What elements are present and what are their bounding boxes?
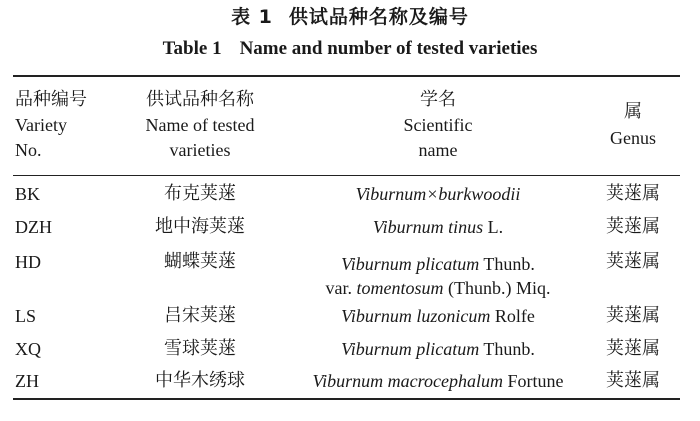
row-bk-no: BK (15, 184, 41, 204)
row-hd-name: 蝴蝶荚蒾 (164, 251, 236, 272)
row-dzh-genus: 荚蒾属 (606, 216, 660, 237)
row-ls-name: 吕宋荚蒾 (164, 305, 236, 326)
row-dzh-scientific (282, 216, 594, 238)
header-variety-name-cn: 供试品种名称 (146, 89, 254, 110)
table-top-rule (13, 75, 680, 77)
caption-chinese-number: 表 1 (231, 6, 273, 28)
row-hd-variety-authority: (Thunb.) Miq. (448, 278, 551, 298)
row-hd-variety-epithet: tomentosum (356, 278, 444, 298)
row-bk-genus: 荚蒾属 (606, 183, 660, 204)
row-dzh-species: Viburnum tinus (372, 217, 484, 237)
row-ls-species: Viburnum luzonicum (341, 306, 491, 326)
header-variety-no-en-2: No. (15, 140, 42, 160)
table-bottom-rule (13, 398, 680, 400)
header-genus-en: Genus (610, 128, 656, 148)
row-hd-genus: 荚蒾属 (606, 251, 660, 272)
row-zh-species: Viburnum macrocephalum (312, 371, 503, 391)
row-xq-authority: Thunb. (483, 339, 535, 359)
row-zh-name: 中华木绣球 (155, 370, 245, 391)
row-xq-no: XQ (15, 339, 41, 359)
row-hd-sci-line-1 (282, 253, 594, 275)
header-scientific-name-en-2: name (418, 140, 458, 160)
row-bk-name: 布克荚蒾 (164, 183, 236, 204)
row-zh-authority: Fortune (507, 371, 564, 391)
header-genus-cn: 属 (624, 101, 642, 122)
row-bk-species: Viburnum×burkwoodii (355, 184, 521, 204)
row-hd-no: HD (15, 252, 41, 272)
caption-english (0, 38, 700, 60)
row-ls-genus: 荚蒾属 (606, 305, 660, 326)
header-scientific-name (282, 89, 594, 161)
caption-chinese-title: 供试品种名称及编号 (288, 6, 469, 28)
row-hd-authority: Thunb. (483, 254, 535, 274)
row-xq-scientific (282, 338, 594, 360)
caption-english-title: Name and number of tested varieties (239, 38, 538, 59)
table-header-rule (13, 175, 680, 176)
caption-english-number: Table 1 (162, 38, 222, 59)
row-xq-species: Viburnum plicatum (341, 339, 480, 359)
header-variety-no-en-1: Variety (15, 115, 67, 135)
row-ls-authority: Rolfe (494, 306, 535, 326)
header-variety-name-en-2: varieties (169, 140, 231, 160)
row-ls-no: LS (15, 306, 37, 326)
header-variety-no (15, 89, 125, 161)
header-variety-name-en-1: Name of tested (145, 115, 255, 135)
row-xq-name: 雪球荚蒾 (164, 338, 236, 359)
row-hd-var-prefix: var. (325, 278, 352, 298)
row-xq-genus: 荚蒾属 (606, 338, 660, 359)
header-genus (590, 101, 676, 149)
header-variety-name (120, 89, 280, 161)
header-scientific-name-cn: 学名 (420, 89, 456, 110)
row-dzh-authority: L. (487, 217, 504, 237)
row-zh-scientific (282, 370, 594, 392)
row-bk-scientific (282, 183, 594, 205)
row-ls-scientific (282, 305, 594, 327)
row-hd-species: Viburnum plicatum (341, 254, 480, 274)
row-dzh-name: 地中海荚蒾 (155, 216, 245, 237)
header-scientific-name-en-1: Scientific (403, 115, 473, 135)
header-variety-no-cn: 品种编号 (15, 89, 87, 110)
row-zh-no: ZH (15, 371, 39, 391)
row-dzh-no: DZH (15, 217, 52, 237)
row-hd-sci-line-2 (282, 277, 594, 299)
caption-chinese (0, 2, 700, 29)
row-zh-genus: 荚蒾属 (606, 370, 660, 391)
row-hd-scientific (282, 253, 594, 299)
